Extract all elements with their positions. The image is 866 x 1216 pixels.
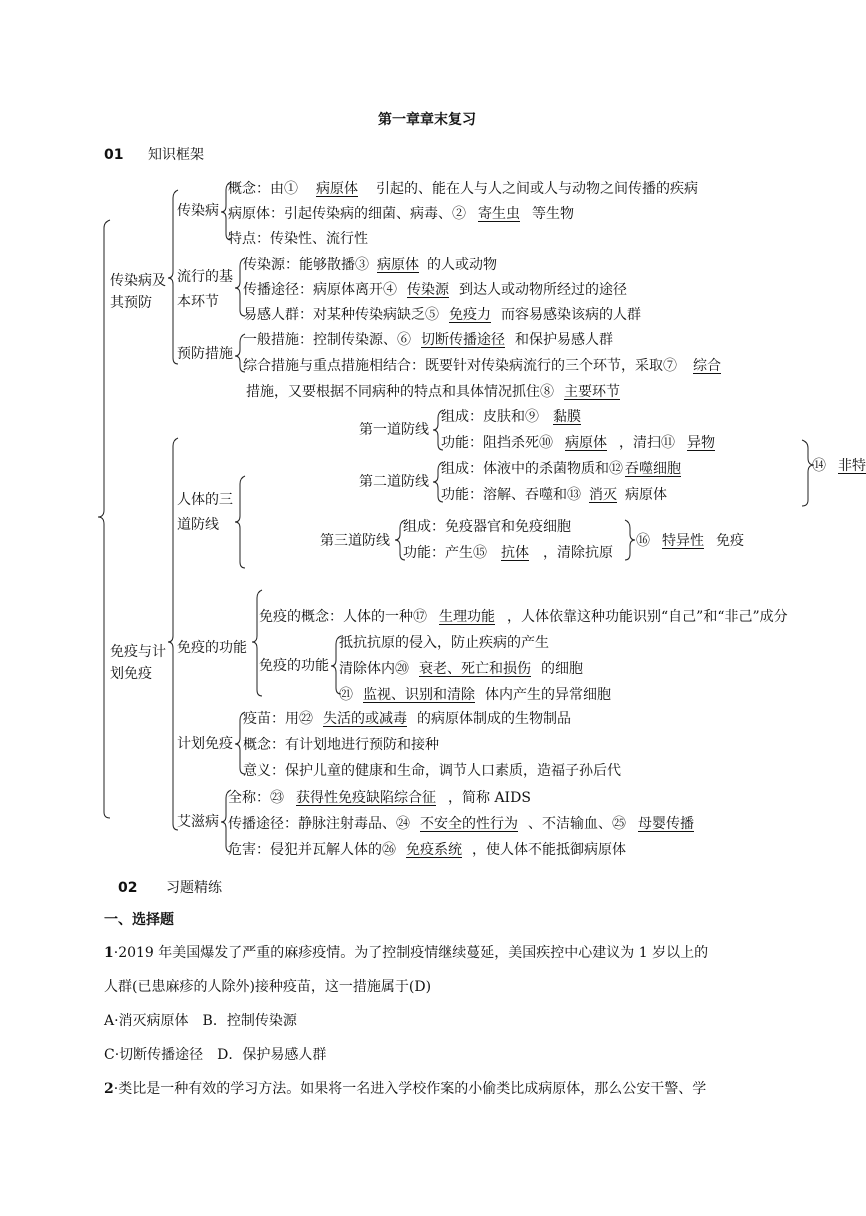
third-defense-function: 功能：产生⑮ 抗体 ，清除抗原 [403, 545, 613, 561]
node-three-defenses: 人体的三 道防线 [177, 492, 233, 533]
nonspecific-immunity: ⑭ 非特 [812, 458, 866, 474]
part-heading: 一、选择题 [104, 912, 174, 928]
question-1-line-2: 人群(已患麻疹的人除外)接种疫苗，这一措施属于(D) [104, 979, 432, 995]
question-2-line-1: 2·类比是一种有效的学习方法。如果将一名进入学校作案的小偷类比成病原体，那么公安干警、学 [104, 1081, 707, 1097]
plan-concept-line: 概念：有计划地进行预防和接种 [243, 737, 439, 753]
function-clear-line: 清除体内⑳ 衰老、死亡和损伤 的细胞 [339, 661, 583, 677]
node-planned-immunization: 计划免疫 [177, 736, 233, 752]
first-defense-composition: 组成：皮肤和⑨ 黏膜 [441, 409, 581, 425]
page-title: 第一章章末复习 [378, 112, 476, 128]
section-number: 01 [104, 147, 124, 163]
first-defense-function: 功能：阻挡杀死⑩ 病原体 ，清扫⑪ 异物 [441, 435, 715, 451]
section-heading: 知识框架 [148, 147, 204, 163]
aids-harm-line: 危害：侵犯并瓦解人体的㉖ 免疫系统 ，使人体不能抵御病原体 [228, 842, 626, 858]
section-heading-2: 习题精练 [166, 880, 222, 896]
immune-concept-line: 免疫的概念：人体的一种⑰ 生理功能 ，人体依靠这种功能识别“自己”和“非己”成分 [259, 609, 788, 625]
node-immune-function: 免疫的功能 [177, 640, 247, 656]
vaccine-line: 疫苗：用㉒ 失活的或减毒 的病原体制成的生物制品 [243, 711, 571, 727]
general-measure-line: 一般措施：控制传染源、⑥ 切断传播途径 和保护易感人群 [243, 332, 613, 348]
node-infectious: 传染病 [177, 203, 219, 219]
group-immunity: 免疫与计 划免疫 [110, 644, 166, 682]
function-monitor-line: ㉑ 监视、识别和清除 体内产生的异常细胞 [339, 687, 611, 703]
third-defense-label: 第三道防线 [320, 533, 390, 549]
second-defense-label: 第二道防线 [359, 474, 429, 490]
specific-immunity: ⑯ 特异性 免疫 [636, 533, 744, 549]
question-1-options-2: C·切断传播途径 D．保护易感人群 [104, 1047, 327, 1063]
function-resist-line: 抵抗抗原的侵入，防止疾病的产生 [339, 635, 549, 651]
question-1-options-1: A·消灭病原体 B．控制传染源 [104, 1013, 297, 1029]
aids-route-line: 传播途径：静脉注射毒品、㉔ 不安全的性行为 、不洁输血、㉕ 母婴传播 [228, 816, 694, 832]
plan-meaning-line: 意义：保护儿童的健康和生命，调节人口素质，造福子孙后代 [243, 763, 621, 779]
question-1-line-1: 1·2019 年美国爆发了严重的麻疹疫情。为了控制疫情继续蔓延，美国疾控中心建议为 1 岁以上的 [104, 945, 709, 961]
feature-line: 特点：传染性、流行性 [228, 231, 368, 247]
pathogen-line: 病原体：引起传染病的细菌、病毒、② 寄生虫 等生物 [228, 206, 574, 222]
aids-fullname-line: 全称：㉓ 获得性免疫缺陷综合征 ，简称 AIDS [228, 790, 531, 806]
second-defense-composition: 组成：体液中的杀菌物质和⑫ 吞噬细胞 [441, 461, 681, 477]
susceptible-line: 易感人群：对某种传染病缺乏⑤ 免疫力 而容易感染该病的人群 [243, 307, 641, 323]
combined-measure-line-2: 措施，又要根据不同病种的特点和具体情况抓住⑧ 主要环节 [246, 384, 620, 400]
section-number-2: 02 [118, 880, 138, 896]
node-prevention: 预防措施 [177, 346, 233, 362]
source-line: 传染源：能够散播③ 病原体 的人或动物 [243, 257, 497, 273]
node-epidemic-links: 流行的基 本环节 [177, 269, 233, 310]
third-defense-composition: 组成：免疫器官和免疫细胞 [403, 519, 571, 535]
first-defense-label: 第一道防线 [359, 422, 429, 438]
concept-line: 概念：由① 病原体 引起的、能在人与人之间或人与动物之间传播的疾病 [228, 181, 698, 197]
node-aids: 艾滋病 [177, 814, 219, 830]
group-infectious-disease: 传染病及 其预防 [110, 273, 166, 311]
combined-measure-line: 综合措施与重点措施相结合：既要针对传染病流行的三个环节，采取⑦ 综合 [243, 358, 721, 374]
immune-function-label: 免疫的功能 [259, 658, 329, 674]
second-defense-function: 功能：溶解、吞噬和⑬ 消灭 病原体 [441, 487, 667, 503]
route-line: 传播途径：病原体离开④ 传染源 到达人或动物所经过的途径 [243, 282, 627, 298]
